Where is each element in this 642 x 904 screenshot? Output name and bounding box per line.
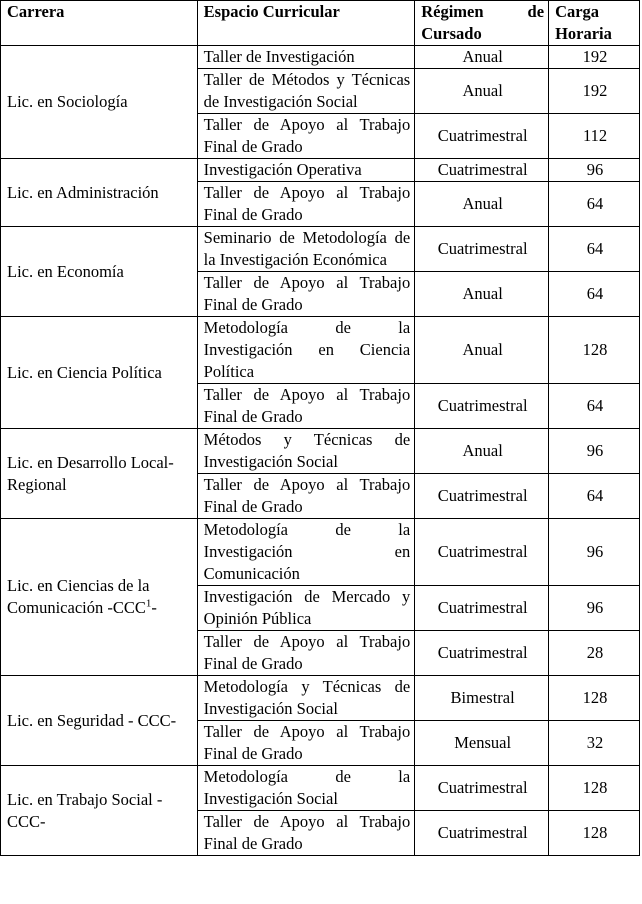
table-row: [1, 766, 640, 811]
espacio-curricular-cell: Taller de Apoyo al Trabajo Final de Grado: [197, 474, 415, 519]
carrera-cell: [1, 227, 198, 317]
carga-horaria-cell: 128: [549, 766, 640, 811]
regimen-cell: Anual: [415, 317, 549, 384]
header-carga-line1: Carga: [555, 2, 600, 21]
carga-horaria-cell: 96: [549, 586, 640, 631]
espacio-curricular-cell: Taller de Apoyo al Trabajo Final de Grado: [197, 811, 415, 856]
footnote-marker: 1: [145, 597, 152, 610]
carga-horaria-cell: 128: [549, 676, 640, 721]
carga-horaria-cell: 32: [549, 721, 640, 766]
table-row: [1, 227, 640, 272]
regimen-cell: Mensual: [415, 721, 549, 766]
carrera-cell: [1, 766, 198, 856]
carrera-name: Lic. en Desarrollo Local-Regional: [7, 452, 174, 494]
carrera-name: Lic. en Seguridad - CCC-: [7, 710, 177, 730]
regimen-cell: Bimestral: [415, 676, 549, 721]
carga-horaria-cell: 112: [549, 114, 640, 159]
carga-horaria-cell: 96: [549, 159, 640, 182]
regimen-cell: Cuatrimestral: [415, 586, 549, 631]
regimen-cell: Anual: [415, 46, 549, 69]
table-row: [1, 676, 640, 721]
espacio-curricular-cell: Metodología y Técnicas de Investigación Social: [197, 676, 415, 721]
espacio-curricular-cell: Seminario de Metodología de la Investigación Económica: [197, 227, 415, 272]
regimen-cell: Cuatrimestral: [415, 114, 549, 159]
carga-horaria-cell: 64: [549, 384, 640, 429]
carrera-cell: [1, 159, 198, 227]
header-regimen: [415, 1, 549, 46]
espacio-curricular-cell: Metodología de la Investigación en Ciencia Política: [197, 317, 415, 384]
carga-horaria-cell: 128: [549, 317, 640, 384]
regimen-cell: Anual: [415, 182, 549, 227]
carga-horaria-cell: 192: [549, 69, 640, 114]
regimen-cell: Anual: [415, 69, 549, 114]
carrera-cell: [1, 317, 198, 429]
espacio-curricular-cell: Taller de Apoyo al Trabajo Final de Grado: [197, 721, 415, 766]
regimen-cell: Cuatrimestral: [415, 519, 549, 586]
header-carga-line2: Horaria: [555, 24, 612, 43]
table-row: [1, 159, 640, 182]
table-row: [1, 429, 640, 474]
carrera-cell: [1, 429, 198, 519]
espacio-curricular-cell: Taller de Apoyo al Trabajo Final de Grado: [197, 182, 415, 227]
carga-horaria-cell: 64: [549, 474, 640, 519]
espacio-curricular-cell: Taller de Métodos y Técnicas de Investigación Social: [197, 69, 415, 114]
carga-horaria-cell: 64: [549, 272, 640, 317]
header-espacio: Espacio Curricular: [197, 1, 415, 46]
carrera-name: Lic. en Administración: [7, 182, 159, 202]
header-carga: [549, 1, 640, 46]
espacio-curricular-cell: Metodología de la Investigación en Comunicación: [197, 519, 415, 586]
header-regimen-line1: Régimen de: [421, 2, 545, 21]
carrera-cell: [1, 676, 198, 766]
espacio-curricular-cell: Taller de Apoyo al Trabajo Final de Grado: [197, 631, 415, 676]
carga-horaria-cell: 128: [549, 811, 640, 856]
regimen-cell: Cuatrimestral: [415, 474, 549, 519]
espacio-curricular-cell: Métodos y Técnicas de Investigación Social: [197, 429, 415, 474]
carrera-cell: [1, 46, 198, 159]
carrera-name: Lic. en Ciencia Política: [7, 362, 162, 382]
carga-horaria-cell: 192: [549, 46, 640, 69]
regimen-cell: Cuatrimestral: [415, 159, 549, 182]
carrera-name: Lic. en Trabajo Social - CCC-: [7, 789, 163, 831]
carga-horaria-cell: 64: [549, 227, 640, 272]
carrera-cell: [1, 519, 198, 676]
regimen-cell: Cuatrimestral: [415, 631, 549, 676]
table-row: [1, 46, 640, 69]
carga-horaria-cell: 96: [549, 519, 640, 586]
header-carrera: Carrera: [1, 1, 198, 46]
espacio-curricular-cell: Taller de Apoyo al Trabajo Final de Grado: [197, 114, 415, 159]
carga-horaria-cell: 28: [549, 631, 640, 676]
regimen-cell: Anual: [415, 272, 549, 317]
regimen-cell: Cuatrimestral: [415, 766, 549, 811]
carrera-name: Lic. en Sociología: [7, 92, 128, 111]
espacio-curricular-cell: Taller de Investigación: [197, 46, 415, 69]
table-row: [1, 519, 640, 586]
carrera-name: Lic. en Ciencias de la Comunicación -CCC: [7, 576, 150, 617]
regimen-cell: Anual: [415, 429, 549, 474]
carga-horaria-cell: 96: [549, 429, 640, 474]
regimen-cell: Cuatrimestral: [415, 227, 549, 272]
espacio-curricular-cell: Investigación Operativa: [197, 159, 415, 182]
header-row: [1, 1, 640, 46]
carrera-name: Lic. en Economía: [7, 261, 124, 281]
header-regimen-line2: Cursado: [421, 24, 482, 43]
espacio-curricular-cell: Metodología de la Investigación Social: [197, 766, 415, 811]
carga-horaria-cell: 64: [549, 182, 640, 227]
espacio-curricular-cell: Taller de Apoyo al Trabajo Final de Grado: [197, 272, 415, 317]
regimen-cell: Cuatrimestral: [415, 811, 549, 856]
table-row: [1, 317, 640, 384]
espacio-curricular-cell: Investigación de Mercado y Opinión Pública: [197, 586, 415, 631]
espacio-curricular-cell: Taller de Apoyo al Trabajo Final de Grado: [197, 384, 415, 429]
carrera-name-suffix: -: [151, 598, 157, 617]
regimen-cell: Cuatrimestral: [415, 384, 549, 429]
